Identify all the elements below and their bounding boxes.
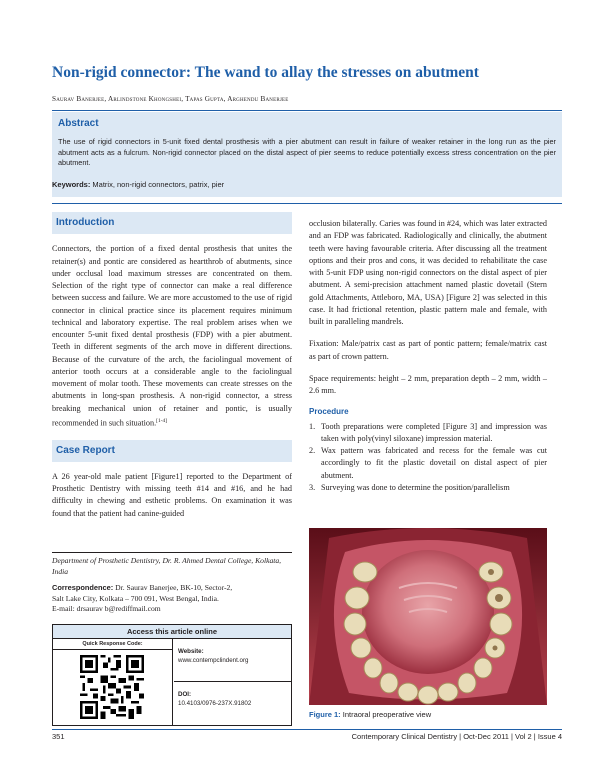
correspondence-line2: Salt Lake City, Kolkata – 700 091, West Bengal, India. xyxy=(52,593,219,603)
right-column xyxy=(309,218,547,494)
step-number: 2. xyxy=(309,446,316,455)
figure-label: Figure 1: xyxy=(309,710,341,719)
correspondence-line1: Dr. Saurav Banerjee, BK-10, Sector-2, xyxy=(113,583,233,592)
case-report-text: A 26 year-old male patient [Figure1] reported to the Department of Prosthetic Dentistry with missing teeth #14 and #16, and he had difficulty in chewing and esthetic problems. On examination it was found that the patient had canine-guided xyxy=(52,471,292,518)
case-report-heading: Case Report xyxy=(52,440,292,462)
doi-cell xyxy=(174,682,292,725)
access-heading: Access this article online xyxy=(53,625,291,639)
affiliation-divider xyxy=(52,552,292,553)
space-requirements-text: Space requirements: height – 2 mm, preparation depth – 2 mm, width – 2.6 mm. xyxy=(309,373,547,395)
title-divider xyxy=(52,110,562,111)
keywords-text: Matrix, non-rigid connectors, patrix, pier xyxy=(90,180,225,189)
case-report-continued: occlusion bilaterally. Caries was found in #24, which was later extracted and an FDP was fabricated. Radiologically and clinically, the abutment teeth were having favourable criteria. After discussing all the treatment options and their pros and cons, it was decided to rehabilitate the case with 5-unit FDP using non-rigid connectors on the distal aspect of pier abutment. A semi-precision attachment named plastic dovetail (Stern gold Attachments, Attleboro, MA, USA) [Figure 2] was selected in this case. It had frictional retention, plastic pattern male and female, with built in paralleling mandrels. xyxy=(309,219,547,326)
introduction-body: Connectors, the portion of a fixed dental prosthesis that unites the retainer(s) and pontic are considered as heartthrob of abutments, since under occlusal load maximum stresses are concentrated on them. Selection of the right type of connector can make a real difference between success and failure. We are more accustomed to the use of rigid connector in clinical practice since its placement requires minimum technical and laboratory expertise. The real problem arises when we encounter 5-unit fixed dental prosthesis (FDP) with a pier abutment. Teeth in different segments of the arch move in different directions. Because of the curvature of the arch, the faciolingual movement of anterior tooth occurs at a considerable angle to the faciolingual movement of molar tooth. These movements can create stresses on the abutments in long-span prosthesis. A non-rigid connector, a stress breaking mechanical union of retainer and pontic, is usually recommended in such situation. xyxy=(52,244,292,428)
journal-footer: Contemporary Clinical Dentistry | Oct-Dec 2011 | Vol 2 | Issue 4 xyxy=(351,732,562,741)
website-label: Website: xyxy=(178,648,204,655)
figure-caption xyxy=(309,710,431,719)
doi-link[interactable]: 10.4103/0976-237X.91802 xyxy=(178,700,252,707)
fixation-text: Fixation: Male/patrix cast as part of pontic pattern; female/matrix cast as part of crown pattern. xyxy=(309,339,547,361)
step-text: Surveying was done to determine the position/parallelism xyxy=(321,482,510,492)
affiliation: Department of Prosthetic Dentistry, Dr. R. Ahmed Dental College, Kolkata, India xyxy=(52,556,282,576)
figure-caption-text: Intraoral preoperative view xyxy=(340,710,432,719)
introduction-citation: [1-4] xyxy=(156,417,168,424)
qr-cell xyxy=(53,639,173,725)
introduction-text xyxy=(52,243,292,429)
abstract-heading: Abstract xyxy=(58,118,99,129)
procedure-step xyxy=(309,421,547,446)
correspondence-label: Correspondence: xyxy=(52,583,114,592)
introduction-heading: Introduction xyxy=(52,212,292,234)
doi-label: DOI: xyxy=(178,691,192,698)
access-info-cell xyxy=(174,639,292,725)
keywords-label: Keywords: xyxy=(52,180,91,189)
procedure-step xyxy=(309,445,547,482)
step-number: 1. xyxy=(309,421,316,431)
qr-label: Quick Response Code: xyxy=(53,639,172,650)
author-list: Saurav Banerjee, Arlindstone Khongshei, Tapas Gupta, Arghendu Banerjee xyxy=(52,95,289,103)
step-number: 3. xyxy=(309,482,316,492)
keywords-line xyxy=(52,180,224,189)
procedure-step xyxy=(309,482,547,494)
qr-code-icon[interactable] xyxy=(80,655,144,719)
footer-divider xyxy=(52,729,562,730)
procedure-list xyxy=(309,421,547,495)
page-number: 351 xyxy=(52,732,65,741)
step-text: Tooth preparations were completed [Figure 3] and impression was taken with poly(vinyl siloxane) impression material. xyxy=(321,421,547,443)
access-online-box xyxy=(52,624,292,726)
intraoral-photo xyxy=(309,528,547,705)
abstract-divider xyxy=(52,203,562,204)
article-title: Non-rigid connector: The wand to allay the stresses on abutment xyxy=(52,64,479,81)
website-cell xyxy=(174,639,292,682)
correspondence-email[interactable]: E-mail: drsaurav b@rediffmail.com xyxy=(52,604,161,613)
procedure-heading: Procedure xyxy=(309,407,349,417)
step-text: Wax pattern was fabricated and recess for the female was cut accordingly to fit the plastic dovetail on distal aspect of pier abutment. xyxy=(321,446,547,480)
correspondence xyxy=(52,583,292,615)
left-column xyxy=(52,212,292,520)
website-link[interactable]: www.contempclindent.org xyxy=(178,657,249,664)
abstract-text: The use of rigid connectors in 5-unit fixed dental prosthesis with a pier abutment can result in failure of weaker retainer in the long run as the pier abutment acts as a fulcrum. Non-rigid connector placed on the distal aspect of pier seems to reduce potentially excess stress concentration on the pier abutment. xyxy=(58,137,556,168)
